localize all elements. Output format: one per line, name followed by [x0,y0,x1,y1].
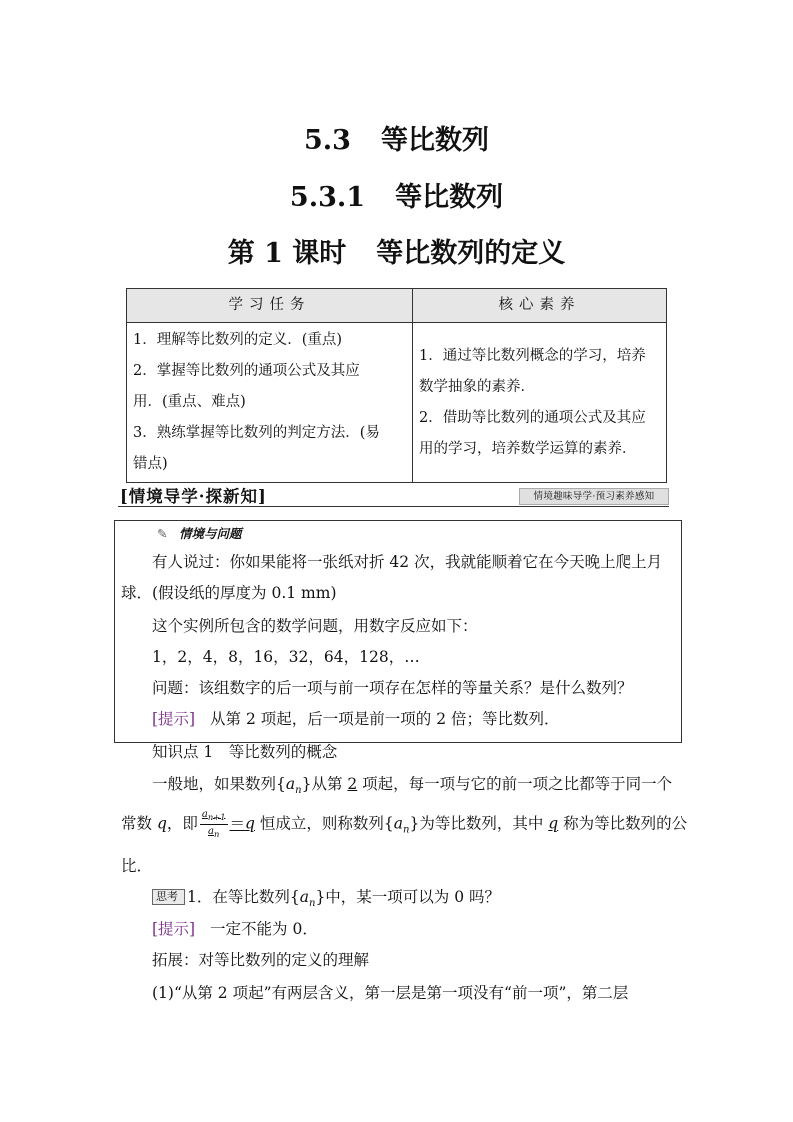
blank-answer: 2 [347,775,358,793]
hint-text: 一定不能为 0． [210,920,318,938]
section-tag: 情境趣味导学·预习素养感知 [519,488,669,505]
task-line: 用．(重点、难点) [133,394,246,410]
literacy-cell [413,323,667,483]
extension-line-1: (1)“从第 2 项起”有两层含义，第一层是第一项没有“前一项”，第二层 [152,984,629,1002]
section-divider [118,506,669,507]
tasks-cell [127,323,413,483]
literacy-line: 1．通过等比数列概念的学习，培养 [419,347,646,364]
definition-line-3: 比． [121,857,153,875]
subsection-number: 5.3.1 [289,182,366,213]
literacy-line: 2．借助等比数列的通项公式及其应 [419,409,646,426]
section-number: 5.3 [304,125,351,156]
task-line: 2．掌握等比数列的通项公式及其应 [133,363,360,379]
literacy-line: 数学抽象的素养． [419,378,535,395]
situation-box-title: ✎ 情境与问题 [157,526,242,541]
lightbulb-icon: ✎ [157,526,168,541]
situation-question: 问题：该组数字的后一项与前一项存在怎样的等量关系？是什么数列？ [152,679,633,697]
think-label: 思考 [152,889,185,905]
situation-line-2: 球．(假设纸的厚度为 0.1 mm) [121,584,337,602]
ratio-fraction: $\frac{a_{n+1}}{a_n}$ [201,809,226,839]
think-question: 思考 1．在等比数列$\{a_n\}$中，某一项可以为 0 吗？ [152,882,500,919]
subsection-name: 等比数列 [395,182,504,213]
lesson-name: 等比数列的定义 [376,238,566,269]
task-line: 错点) [133,456,168,472]
situation-line-1: 有人说过：你如果能将一张纸对折 42 次，我就能顺着它在今天晚上爬上月 [152,553,663,571]
section-title [0,118,793,157]
number-sequence: 1，2，4，8，16，32，64，128，… [152,648,420,666]
think-hint [152,914,318,945]
section-name: 等比数列 [380,125,489,156]
lesson-number: 第 1 课时 [227,238,347,269]
table-header-tasks: 学习任务 [127,289,413,323]
definition-line-2: 常数 q，即 $\frac{a_{n+1}}{a_n}$ ＝q 恒成立，则称数列$\{a_n\}$为等比数列，其中 q 称为等比数列的公 [121,809,688,839]
situation-hint [152,704,559,735]
table-header-literacy: 核心素养 [413,289,667,323]
literacy-line: 用的学习，培养数学运算的素养． [419,440,637,457]
hint-text: 从第 2 项起，后一项是前一项的 2 倍；等比数列． [210,710,560,728]
extension-heading: 拓展：对等比数列的定义的理解 [152,951,370,969]
lesson-title [0,231,793,270]
hint-label: [提示] [152,920,196,938]
definition-line-1: 一般地，如果数列$\{a_n\}$从第 2 项起，每一项与它的前一项之比都等于同一个 [152,775,673,797]
situation-line-3: 这个实例所包含的数学问题，用数字反应如下： [152,617,478,635]
section-heading: [情境导学·探新知] [120,487,267,506]
knowledge-heading: 知识点 1 等比数列的概念 [152,743,338,761]
learning-task-table [126,288,667,483]
subsection-title [0,175,793,214]
hint-label: [提示] [152,710,196,728]
task-line: 1．理解等比数列的定义．(重点) [133,332,343,348]
task-line: 3．熟练掌握等比数列的判定方法．(易 [133,425,380,441]
